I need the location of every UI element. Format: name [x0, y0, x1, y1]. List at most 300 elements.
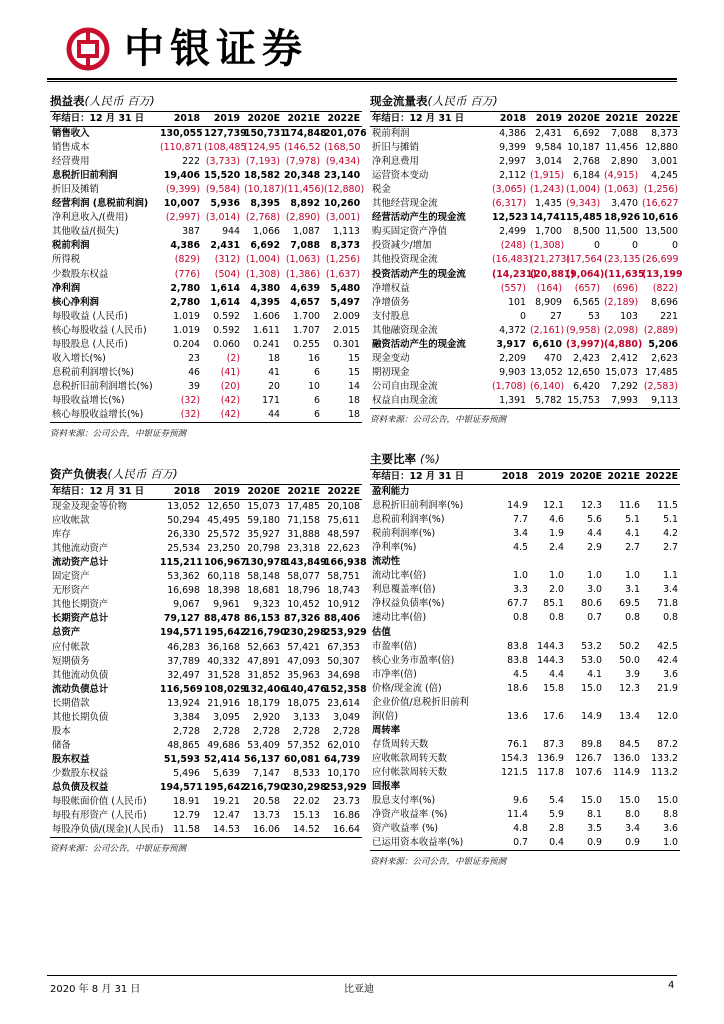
- cell-value: 5.6: [587, 514, 602, 526]
- cell-value: (124,95: [244, 142, 281, 154]
- cell-value: 1.019: [173, 324, 200, 336]
- cell-value: 10,260: [324, 198, 361, 210]
- table-row: [370, 766, 680, 780]
- cell-value: 14: [348, 380, 360, 392]
- row-label: 固定资产: [52, 571, 90, 583]
- cell-value: 115,211: [160, 557, 203, 569]
- cell-value: [530, 555, 566, 569]
- row-label: 其他收益/(损失): [52, 226, 119, 238]
- row-label: 流动资产总计: [52, 557, 109, 569]
- table-row: [50, 514, 362, 528]
- cell-value: (1,915): [530, 170, 565, 182]
- cell-value: 0.241: [253, 338, 280, 350]
- cell-value: 2,780: [170, 282, 200, 294]
- cell-value: 2.0: [549, 584, 564, 596]
- cell-value: 6: [314, 366, 320, 378]
- cell-value: 11,500: [605, 226, 638, 238]
- cell-value: 216,790: [244, 627, 287, 639]
- cell-value: 1,087: [293, 226, 320, 238]
- cell-value: (23,135: [604, 254, 641, 266]
- cell-value: 8.0: [625, 809, 640, 821]
- cell-value: 11.58: [173, 824, 200, 836]
- cell-value: 60,118: [207, 571, 240, 583]
- row-label: 其他投资现金流: [372, 254, 438, 266]
- cell-value: 20.58: [253, 796, 280, 808]
- cell-value: 7,147: [253, 767, 280, 779]
- cell-value: 4.1: [625, 528, 640, 540]
- cell-value: (9,434): [325, 156, 360, 168]
- footer-rule: [47, 975, 677, 976]
- table-row: [370, 583, 680, 597]
- cell-value: 114.9: [613, 767, 640, 778]
- cell-value: 4.5: [513, 542, 528, 554]
- cell-value: 59,180: [247, 515, 280, 527]
- row-label: 应收帐款: [52, 515, 90, 527]
- cell-value: (776): [174, 268, 200, 280]
- cell-value: 2,728: [213, 725, 240, 737]
- cell-value: 15: [348, 366, 360, 378]
- balance-sheet: [50, 466, 367, 855]
- row-label: 税前利润: [372, 128, 410, 140]
- row-label: 短期债务: [52, 655, 90, 667]
- row-label: 每股净负债/(现金)(人民币): [52, 824, 164, 836]
- cell-value: 3.4: [663, 584, 678, 596]
- cell-value: 171: [262, 394, 280, 406]
- cell-value: 0.8: [549, 612, 564, 624]
- cell-value: (9,958): [566, 324, 601, 336]
- row-label: 现金变动: [372, 352, 410, 364]
- cell-value: 101: [508, 296, 526, 308]
- cell-value: 6,565: [573, 296, 600, 308]
- cell-value: 6,692: [573, 128, 600, 140]
- cell-value: [604, 696, 642, 710]
- table-row: [370, 527, 680, 541]
- cell-value: 42.5: [657, 640, 678, 652]
- cell-value: (696): [612, 282, 638, 294]
- cell-value: 2,623: [651, 352, 678, 364]
- row-label: 市净率(倍): [372, 668, 417, 680]
- row-label: 股息支付率(%): [372, 795, 436, 807]
- table-row: [370, 211, 680, 225]
- cell-value: 133.2: [651, 752, 678, 764]
- table-row: [50, 211, 362, 225]
- row-label: 净利率(%): [372, 542, 417, 554]
- cell-value: 5.1: [663, 514, 678, 526]
- cell-value: 7,088: [290, 240, 320, 252]
- table-row: [50, 324, 362, 338]
- cell-value: 1,614: [210, 296, 240, 308]
- cell-value: 136.9: [537, 752, 564, 764]
- cell-value: 32,497: [167, 669, 200, 681]
- cell-value: 9,961: [213, 599, 240, 611]
- cell-value: 36,168: [207, 641, 240, 653]
- cell-value: 4,245: [651, 170, 678, 182]
- cell-value: 17.6: [543, 710, 564, 722]
- row-label: 总资产: [52, 627, 81, 639]
- cell-value: (3,733): [205, 156, 240, 168]
- cell-value: 0.060: [213, 338, 240, 350]
- cell-value: 3,095: [213, 711, 240, 723]
- row-label: 经营费用: [52, 156, 90, 168]
- table-row: [50, 767, 362, 781]
- table-row: [370, 710, 680, 724]
- table-row: [50, 570, 362, 584]
- cell-value: 0: [632, 240, 638, 252]
- cell-value: (1,004): [566, 184, 601, 196]
- row-label: 核心净利润: [52, 296, 99, 308]
- cell-value: 12.79: [173, 810, 200, 822]
- cell-value: 15,073: [247, 501, 280, 513]
- table-row: [50, 711, 362, 725]
- cell-value: 4.4: [549, 668, 564, 680]
- cell-value: 87.2: [657, 738, 678, 750]
- table-row: [370, 352, 680, 366]
- cell-value: (1,386): [285, 268, 320, 280]
- cell-value: 194,571: [160, 782, 203, 793]
- cell-value: 8,909: [535, 296, 562, 308]
- cell-value: 1.700: [293, 310, 320, 322]
- cell-value: 2,780: [170, 296, 200, 308]
- cell-value: 3,133: [293, 711, 320, 723]
- cell-value: 0.592: [213, 310, 240, 322]
- table-row: [50, 239, 362, 253]
- cell-value: 201,076: [324, 128, 367, 140]
- cell-value: (20): [220, 380, 240, 392]
- cell-value: 53: [588, 310, 600, 322]
- table-row: [370, 640, 680, 654]
- table-row: [50, 500, 362, 515]
- cell-value: (3,997): [566, 338, 605, 350]
- cell-value: 11.6: [619, 500, 640, 512]
- cell-value: 18: [348, 394, 360, 406]
- cell-value: (7,978): [285, 156, 320, 168]
- row-label: 润(倍): [372, 710, 399, 722]
- header-label: 年结日：12 月 31 日: [372, 113, 465, 125]
- cell-value: 18,743: [327, 585, 360, 597]
- cell-value: 8,395: [250, 198, 280, 210]
- cell-value: 6,184: [573, 170, 600, 182]
- header-year: 2018: [499, 113, 526, 125]
- table-row: [370, 155, 680, 169]
- cell-value: 150,731: [244, 128, 287, 140]
- header-year: 2022E: [327, 113, 360, 125]
- table-row: [370, 513, 680, 527]
- cell-value: (1,256): [643, 184, 678, 196]
- table-row: [370, 499, 680, 513]
- cell-value: 116,569: [160, 683, 203, 695]
- cell-value: (557): [500, 282, 526, 294]
- cell-value: 10,187: [567, 142, 600, 154]
- cell-value: 2,920: [253, 711, 280, 723]
- cell-value: 14.52: [293, 824, 320, 836]
- cell-value: 1,700: [535, 226, 562, 238]
- cell-value: 13.6: [507, 710, 528, 722]
- cell-value: (32): [180, 409, 200, 420]
- table-row: [370, 366, 680, 380]
- header-year: 2022E: [645, 113, 678, 125]
- cell-value: 103: [620, 310, 638, 322]
- cell-value: 4.5: [513, 668, 528, 680]
- cell-value: (42): [220, 394, 240, 406]
- table-row: [50, 127, 362, 142]
- cell-value: 4,386: [499, 128, 526, 140]
- table-row: [370, 225, 680, 239]
- table-row: [370, 738, 680, 752]
- cell-value: 9,903: [499, 366, 526, 378]
- row-label: 运营资本变动: [372, 170, 429, 182]
- row-label: 销售成本: [52, 142, 90, 154]
- cell-value: 48,865: [167, 739, 200, 751]
- cell-value: (248): [500, 240, 526, 252]
- cell-value: 470: [544, 352, 562, 364]
- cashflow-title: 现金流量表(人民币 百万): [370, 93, 680, 112]
- cell-value: (32): [180, 394, 200, 406]
- header-year: 2019: [213, 113, 240, 125]
- table-row: [370, 141, 680, 155]
- table-row: [50, 809, 362, 823]
- row-label: 净利润: [52, 282, 81, 294]
- row-label: 融资活动产生的现金流: [372, 338, 466, 350]
- cell-value: 23.73: [333, 796, 360, 808]
- cell-value: 12,880: [645, 142, 678, 154]
- cell-value: 5.4: [549, 795, 564, 807]
- cell-value: 83.8: [507, 640, 528, 652]
- balance-source: 资料来源：公司公告，中银证券预测: [50, 844, 187, 855]
- cell-value: 5,936: [210, 198, 240, 210]
- table-row: [50, 394, 362, 408]
- cell-value: 57,352: [287, 739, 320, 751]
- cell-value: 25,572: [207, 529, 240, 541]
- cell-value: 8.1: [587, 809, 602, 821]
- cell-value: 58,077: [287, 571, 320, 583]
- cell-value: 10: [308, 380, 320, 392]
- table-row: [370, 597, 680, 611]
- cell-value: (164): [536, 282, 562, 294]
- cell-value: 0.9: [587, 837, 602, 849]
- cell-value: 3,470: [611, 198, 638, 210]
- cell-value: (9,343): [566, 198, 601, 210]
- table-row: [370, 794, 680, 808]
- table-row: [370, 822, 680, 836]
- cell-value: 46: [188, 366, 200, 378]
- cell-value: 13,052: [530, 366, 563, 378]
- table-row: [370, 183, 680, 197]
- cell-value: 6,610: [532, 338, 562, 350]
- cell-value: [492, 485, 530, 500]
- cell-value: 16: [308, 352, 320, 364]
- row-label: 存货周转天数: [372, 738, 429, 750]
- cell-value: [492, 696, 530, 710]
- table-row: [50, 626, 362, 640]
- cell-value: 15,753: [567, 394, 600, 406]
- cell-value: 2,499: [499, 226, 526, 238]
- cell-value: 222: [182, 156, 200, 168]
- cell-value: (2,583): [643, 380, 678, 392]
- table-row: [370, 696, 680, 710]
- table-row: [50, 141, 362, 155]
- table-row: [50, 380, 362, 394]
- table-row: [370, 394, 680, 409]
- cell-value: 174,848: [284, 128, 327, 140]
- cell-value: 34,698: [327, 669, 360, 681]
- cell-value: 136.0: [613, 752, 640, 764]
- ratios-title: 主要比率 (%): [370, 451, 680, 470]
- cell-value: 52,663: [247, 641, 280, 653]
- header-year: 2019: [537, 471, 564, 483]
- cell-value: [530, 485, 566, 500]
- cell-value: 3,917: [496, 338, 526, 350]
- cell-value: (11,635: [604, 268, 645, 280]
- row-label: 长期借款: [52, 697, 90, 709]
- cell-value: (1,708): [492, 380, 527, 392]
- cell-value: 48,597: [327, 529, 360, 541]
- header-label: 年结日：12 月 31 日: [372, 471, 465, 483]
- cell-value: 4,395: [250, 296, 280, 308]
- table-row: [370, 296, 680, 310]
- table-row: [50, 739, 362, 753]
- cell-value: (11,456): [284, 184, 325, 196]
- row-label: 期初现金: [372, 366, 410, 378]
- table-row: [370, 127, 680, 142]
- row-label: 少数股东权益: [52, 767, 109, 779]
- row-label: 投资活动产生的现金流: [372, 268, 466, 280]
- cell-value: 83.8: [507, 654, 528, 666]
- cell-value: 143,849: [284, 557, 327, 569]
- cell-value: 113.2: [651, 767, 678, 778]
- cell-value: 45,495: [207, 515, 240, 527]
- cell-value: 0.7: [587, 612, 602, 624]
- row-label: 息税折旧前利润: [52, 170, 118, 182]
- table-row: [50, 253, 362, 267]
- cell-value: 4,657: [290, 296, 320, 308]
- cell-value: 7,993: [611, 394, 638, 406]
- table-row: [50, 823, 362, 838]
- table-row: [50, 197, 362, 211]
- cell-value: 3.0: [587, 584, 602, 596]
- cell-value: 17,485: [645, 366, 678, 378]
- cell-value: 3.9: [625, 668, 640, 680]
- table-row: [370, 780, 680, 794]
- table-row: [50, 183, 362, 197]
- cell-value: 10,452: [287, 599, 320, 611]
- cell-value: 47,891: [247, 655, 280, 667]
- cell-value: 89.8: [581, 738, 602, 750]
- cell-value: 2.4: [549, 542, 564, 554]
- row-label: 市盈率(倍): [372, 640, 417, 652]
- cell-value: 46,283: [167, 641, 200, 653]
- cell-value: 53.0: [581, 654, 602, 666]
- row-label: 估值: [372, 626, 391, 638]
- row-label: 所得税: [52, 254, 81, 266]
- row-label: 税金: [372, 184, 391, 196]
- cell-value: 2,728: [173, 725, 200, 737]
- row-label: 每股收益 (人民币): [52, 310, 128, 322]
- cell-value: [566, 555, 604, 569]
- cell-value: 1.9: [549, 528, 564, 540]
- cell-value: 20,348: [284, 170, 321, 182]
- cell-value: 2.009: [333, 310, 360, 322]
- cell-value: 18.91: [173, 796, 200, 808]
- table-row: [370, 253, 680, 267]
- cell-value: 106,967: [204, 557, 247, 569]
- table-row: [50, 612, 362, 626]
- row-label: 其他经营现金流: [372, 198, 438, 210]
- cell-value: 47,093: [287, 655, 320, 667]
- cell-value: (41): [220, 366, 240, 378]
- cell-value: 132,406: [244, 683, 287, 695]
- cell-value: 13,924: [167, 697, 200, 709]
- row-label: 其他长期负债: [52, 711, 109, 723]
- cell-value: 253,929: [324, 627, 367, 639]
- cell-value: 15.0: [619, 795, 640, 807]
- cell-value: 4.2: [663, 528, 678, 540]
- cell-value: (2,098): [604, 324, 639, 336]
- cell-value: [642, 780, 680, 794]
- cell-value: (110,871: [160, 142, 203, 154]
- cell-value: 16,698: [167, 585, 200, 597]
- cell-value: 14,741: [530, 212, 567, 224]
- cell-value: 31,528: [207, 669, 240, 681]
- row-label: 核心每股收益 (人民币): [52, 324, 147, 336]
- cell-value: 44: [268, 409, 280, 420]
- cell-value: 53.2: [581, 640, 602, 652]
- cell-value: [530, 724, 566, 738]
- table-row: [50, 584, 362, 598]
- cell-value: 0: [672, 240, 678, 252]
- cell-value: 23,318: [287, 543, 320, 555]
- cell-value: 9,067: [173, 599, 200, 611]
- header-year: 2020E: [569, 471, 602, 483]
- cell-value: 23,614: [327, 697, 360, 709]
- cell-value: (3,065): [492, 184, 527, 196]
- cell-value: [604, 724, 642, 738]
- cell-value: 11.5: [657, 500, 678, 512]
- cell-value: 2,412: [611, 352, 638, 364]
- cell-value: 230,298: [284, 627, 327, 639]
- cell-value: 2.7: [625, 542, 640, 554]
- table-row: [50, 225, 362, 239]
- row-label: 支付股息: [372, 310, 410, 322]
- row-label: 企业价值/息税折旧前利: [372, 696, 469, 708]
- cell-value: 3.6: [663, 823, 678, 835]
- cell-value: 3,001: [651, 156, 678, 168]
- cell-value: 18,582: [244, 170, 281, 182]
- cell-value: 0.204: [173, 338, 200, 350]
- header-year: 2021E: [287, 113, 320, 125]
- table-row: [50, 528, 362, 542]
- header-year: 2021E: [605, 113, 638, 125]
- row-label: 流动性: [372, 556, 401, 568]
- row-label: 购买固定资产净值: [372, 226, 448, 238]
- cell-value: 62,010: [327, 739, 360, 751]
- income-source: 资料来源：公司公告，中银证券预测: [50, 429, 187, 440]
- cell-value: 11,456: [605, 142, 638, 154]
- cell-value: 2.8: [549, 823, 564, 835]
- cell-value: (1,063): [285, 254, 320, 266]
- cell-value: (2,889): [643, 324, 678, 336]
- table-row: [50, 655, 362, 669]
- cell-value: 2,431: [210, 240, 240, 252]
- row-label: 息税折旧前利润增长(%): [52, 380, 153, 392]
- cell-value: 7,088: [611, 128, 638, 140]
- cell-value: 22,623: [327, 543, 360, 555]
- cell-value: 2,423: [573, 352, 600, 364]
- income-statement: [50, 93, 367, 440]
- cell-value: (20,881): [530, 268, 575, 280]
- cell-value: 12.47: [213, 810, 240, 822]
- cell-value: 49,686: [207, 739, 240, 751]
- cell-value: 22.02: [293, 796, 320, 808]
